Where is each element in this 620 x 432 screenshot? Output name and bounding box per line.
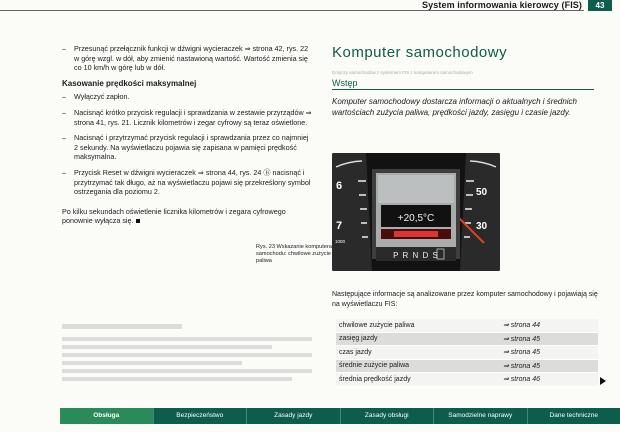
list-item: – Przycisk Reset w dźwigni wycieraczek ⇒ strona 44, rys. 24 Ⓑ nacisnąć i przytrzymać tak długo, aż na wyświetlaczu pojawi się przekreślony symbol ostrzegania dla poziomu 2. <box>62 167 311 197</box>
list-item: – Nacisnąć krótko przycisk regulacji i sprawdzania w zestawie przyrządów ⇒ strona 41, rys. 21. Licznik kilometrów i zegar cyfrowy są teraz oświetlone. <box>62 107 312 127</box>
table-row <box>336 373 598 387</box>
page-reference-link[interactable]: ⇒ strona 46 <box>500 373 598 387</box>
table-cell-label: zasięg jazdy <box>336 332 500 346</box>
section-label: Wstęp <box>332 78 594 90</box>
continue-arrow-icon <box>600 377 606 385</box>
footer-tab-bezpieczenstwo[interactable]: Bezpieczeństwo <box>154 408 248 424</box>
page-title: Komputer samochodowy <box>332 44 508 61</box>
page-reference-link[interactable]: ⇒ strona 45 <box>500 332 598 346</box>
speed-scale-label: 50 <box>476 187 488 198</box>
table-row <box>336 332 598 346</box>
temperature-readout: +20,5°C <box>397 213 435 224</box>
section-heading: Kasowanie prędkości maksymalnej <box>62 78 197 88</box>
note-paragraph: Po kilku sekundach oświetlenie licznika kilometrów i zegara cyfrowego ponownie wyłącza się. <box>62 206 286 226</box>
footer-tab-bar <box>60 408 620 424</box>
bleed-through-text <box>62 320 312 396</box>
intro-text: Komputer samochodowy dostarcza informacji o aktualnych i średnich wartościach zużycia paliwa, prędkości jazdy, zasięgu i czasie jazdy. <box>332 97 578 117</box>
table-cell-label: czas jazdy <box>336 346 500 360</box>
figure-caption: Rys. 23 Wskazanie komputera samochodu: chwilowe zużycie paliwa <box>256 244 332 264</box>
table-intro: Następujące informacje są analizowane przez komputer samochodowy i pojawiają się na wyświetlaczu FIS: <box>332 291 598 308</box>
rpm-unit-label: 1000 <box>335 239 346 244</box>
page-header-title: System informowania kierowcy (FIS) <box>422 0 582 10</box>
footer-tab-samodzielne-naprawy[interactable]: Samodzielne naprawy <box>434 408 528 424</box>
list-item-text: Nacisnąć krótko przycisk regulacji i sprawdzania w zestawie przyrządów ⇒ strona 41, rys. 21. Licznik kilometrów i zegar cyfrowy są teraz oświetlone. <box>74 107 312 127</box>
footer-tab-obsluga[interactable]: Obsługa <box>60 408 154 424</box>
rpm-scale-label: 6 <box>336 180 343 192</box>
gear-indicator: P R N D S <box>393 251 439 260</box>
footer-tab-zasady-obslugi[interactable]: Zasady obsługi <box>341 408 435 424</box>
right-column <box>332 44 602 260</box>
left-column <box>62 44 312 226</box>
table-row <box>336 346 598 360</box>
table-cell-label: chwilowe zużycie paliwa <box>336 319 500 332</box>
page-reference-link[interactable]: ⇒ strona 45 <box>500 346 598 360</box>
list-item-text: Wyłączyć zapłon. <box>74 92 130 102</box>
list-item-text: Przesunąć przełącznik funkcji w dźwigni wycieraczek ⇒ strona 42, rys. 22 w górę wzgl. w dół, aby zmienić nastawioną wartość. Wartość zmienia się co 10 km/h w górę lub w dół. <box>74 44 309 73</box>
list-item-text: Nacisnąć i przytrzymać przycisk regulacji i sprawdzania przez co najmniej 2 sekundy. Na wyświetlaczu pojawia się zapisana w pamięci prędkość maksymalna. <box>74 133 309 162</box>
table-row <box>336 319 598 332</box>
info-table <box>336 319 598 387</box>
page-reference-link[interactable]: ⇒ strona 44 <box>500 319 598 332</box>
footer-tab-zasady-jazdy[interactable]: Zasady jazdy <box>247 408 341 424</box>
instrument-cluster-illustration <box>332 153 500 271</box>
list-item-text: Przycisk Reset w dźwigni wycieraczek ⇒ strona 44, rys. 24 Ⓑ nacisnąć i przytrzymać tak długo, aż na wyświetlaczu pojawi się przekreślony symbol ostrzegania dla poziomu 2. <box>74 167 311 197</box>
page-number: 43 <box>588 0 612 11</box>
footer-tab-dane-techniczne[interactable]: Dane techniczne <box>549 412 598 419</box>
table-cell-label: średnia prędkość jazdy <box>336 373 500 387</box>
end-square-icon <box>136 219 140 223</box>
table-row <box>336 359 598 373</box>
subtitle: Dotyczy samochodów z systemem FIS z komputerem samochodowym <box>332 70 473 75</box>
page-reference-link[interactable]: ⇒ strona 45 <box>500 359 598 373</box>
list-item: – Nacisnąć i przytrzymać przycisk regulacji i sprawdzania przez co najmniej 2 sekundy. Na wyświetlaczu pojawia się zapisana w pamięci prędkość maksymalna. <box>62 133 312 162</box>
header-rule <box>0 10 584 11</box>
table-cell-label: średnie zużycie paliwa <box>336 359 500 373</box>
speed-scale-label: 30 <box>476 221 488 232</box>
list-item: – Wyłączyć zapłon. <box>62 92 312 102</box>
list-item: – Przesunąć przełącznik funkcji w dźwigni wycieraczek ⇒ strona 42, rys. 22 w górę wzgl. w dół, aby zmienić nastawioną wartość. Wartość zmienia się co 10 km/h w górę lub w dół. <box>62 44 312 73</box>
instrument-cluster-figure <box>332 153 500 271</box>
rpm-scale-label: 7 <box>336 220 343 232</box>
